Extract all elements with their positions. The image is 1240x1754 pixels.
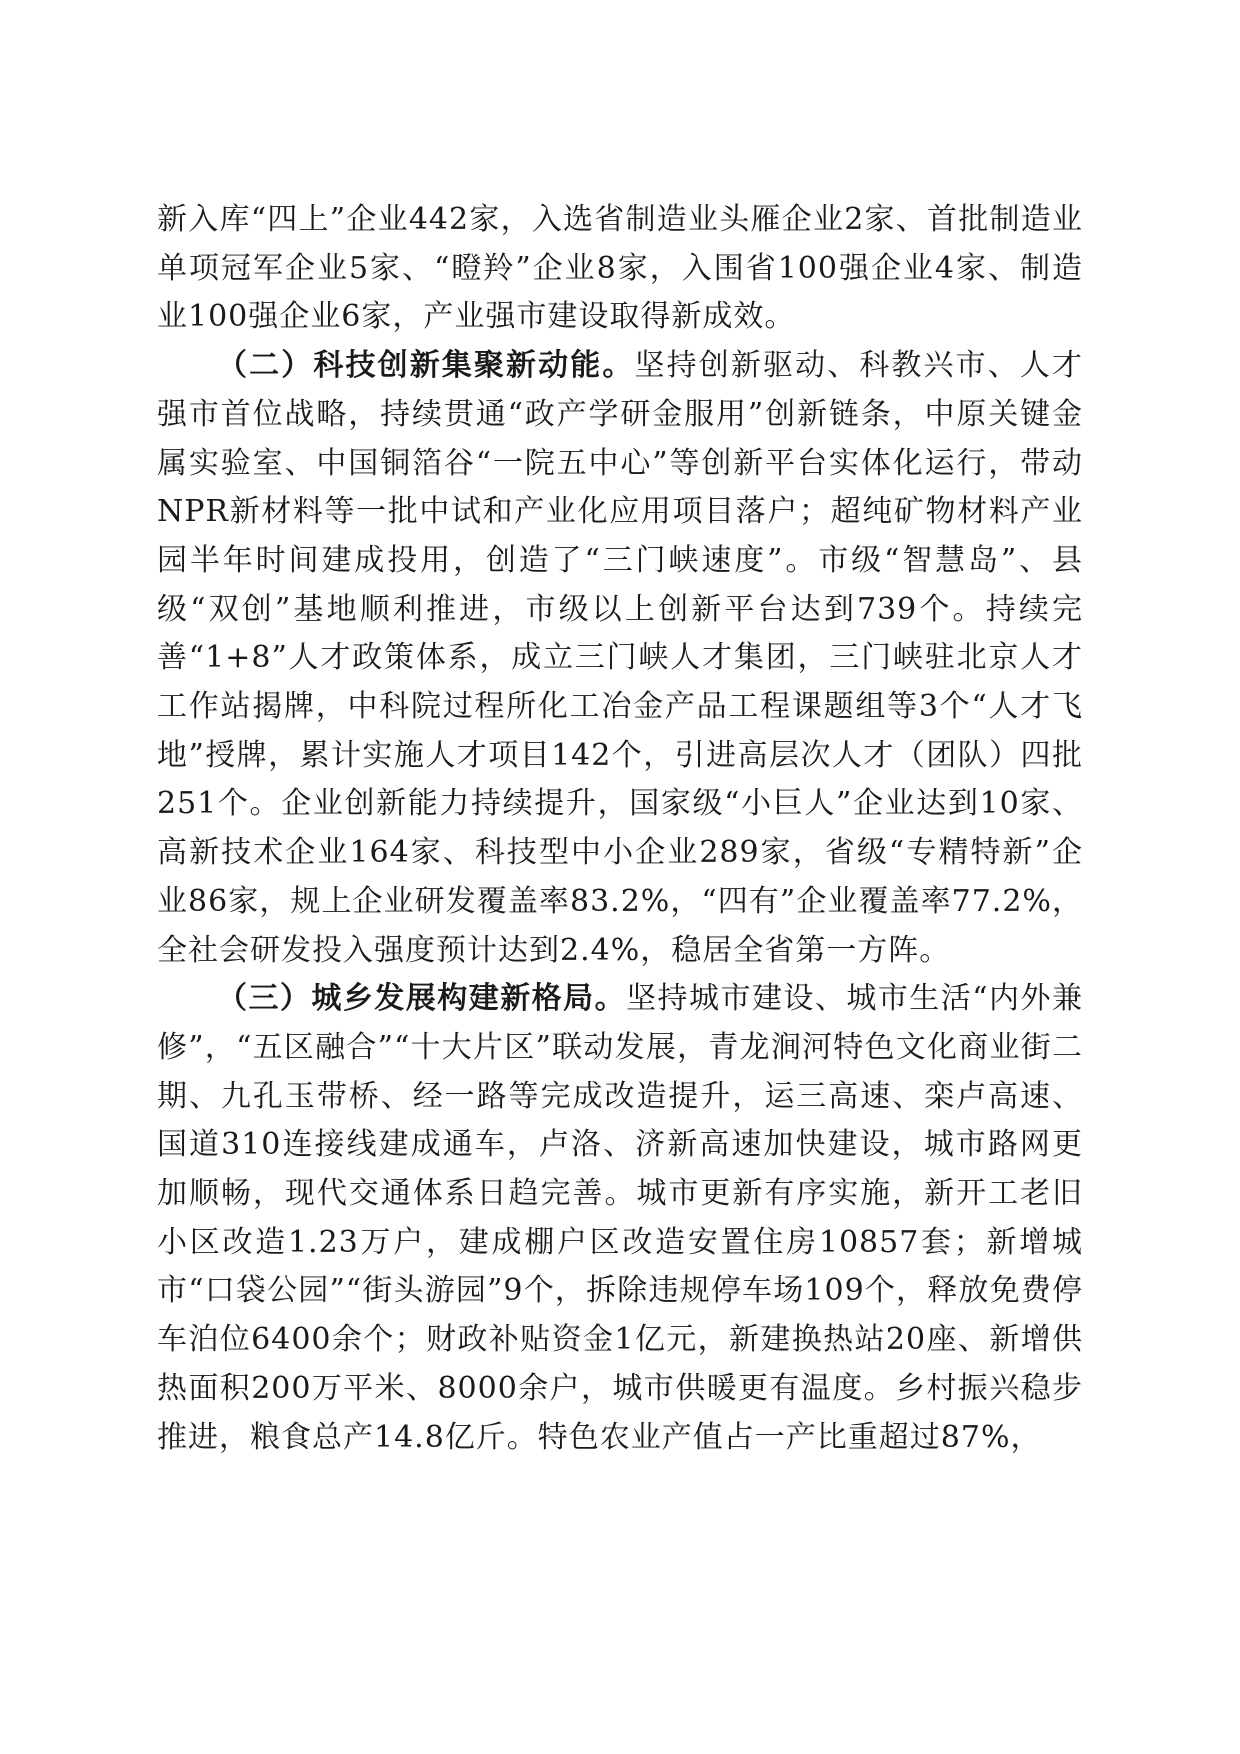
paragraph-tech-innovation [157,342,1083,975]
section-heading-urban-rural: （三）城乡发展构建新格局。 [217,981,627,1017]
paragraph-industry-results: 新入库“四上”企业442家，入选省制造业头雁企业2家、首批制造业单项冠军企业5家、“瞪羚”企业8家，入围省100强企业4家、制造业100强企业6家，产业强市建设取得新成效。 [157,202,1083,335]
document-body [157,196,1083,1462]
paragraph-urban-rural [157,975,1083,1462]
section-heading-tech-innovation: （二）科技创新集聚新动能。 [217,348,635,384]
section-body-tech-innovation: 坚持创新驱动、科教兴市、人才强市首位战略，持续贯通“政产学研金服用”创新链条，中原关键金属实验室、中国铜箔谷“一院五中心”等创新平台实体化运行，带动NPR新材料等一批中试和产业化应用项目落户；超纯矿物材料产业园半年时间建成投用，创造了“三门峡速度”。市级“智慧岛”、县级“双创”基地顺利推进，市级以上创新平台达到739个。持续完善“1+8”人才政策体系，成立三门峡人才集团，三门峡驻北京人才工作站揭牌，中科院过程所化工冶金产品工程课题组等3个“人才飞地”授牌，累计实施人才项目142个，引进高层次人才（团队）四批251个。企业创新能力持续提升，国家级“小巨人”企业达到10家、高新技术企业164家、科技型中小企业289家，省级“专精特新”企业86家，规上企业研发覆盖率83.2%，“四有”企业覆盖率77.2%，全社会研发投入强度预计达到2.4%，稳居全省第一方阵。 [157,348,1083,968]
section-body-urban-rural: 坚持城市建设、城市生活“内外兼修”，“五区融合”“十大片区”联动发展，青龙涧河特色文化商业街二期、九孔玉带桥、经一路等完成改造提升，运三高速、栾卢高速、国道310连接线建成通车，卢洛、济新高速加快建设，城市路网更加顺畅，现代交通体系日趋完善。城市更新有序实施，新开工老旧小区改造1.23万户，建成棚户区改造安置住房10857套；新增城市“口袋公园”“街头游园”9个，拆除违规停车场109个，释放免费停车泊位6400余个；财政补贴资金1亿元，新建换热站20座、新增供热面积200万平米、8000余户，城市供暖更有温度。乡村振兴稳步推进，粮食总产14.8亿斤。特色农业产值占一产比重超过87%， [157,981,1083,1455]
